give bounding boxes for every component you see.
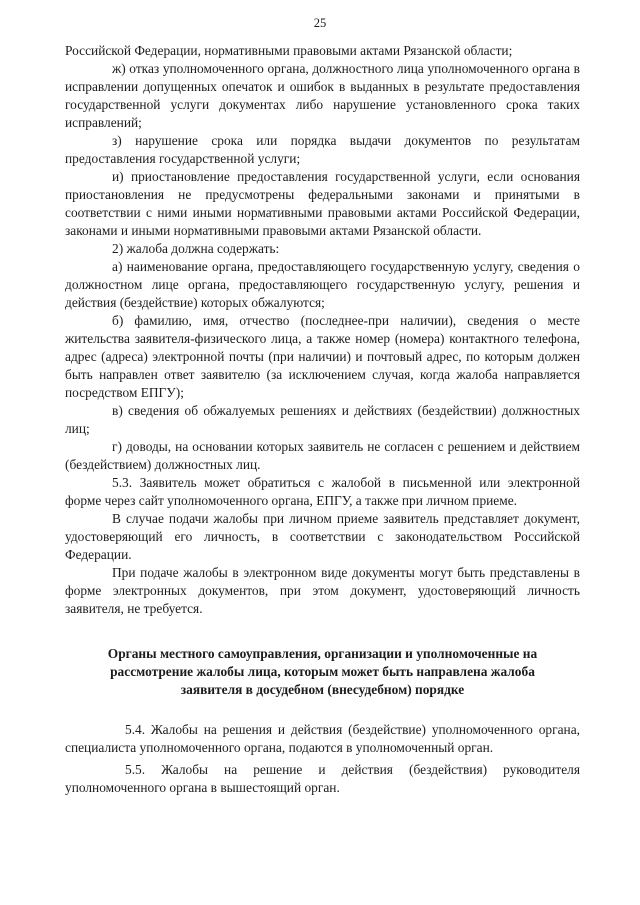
paragraph: а) наименование органа, предоставляющего государственную услугу, сведения о должностном лице органа, предоставляющего государственную услугу, решения и действия (бездействие) которых обжалуются;: [65, 259, 580, 310]
paragraph: г) доводы, на основании которых заявитель не согласен с решением и действием (бездействием) должностных лиц.: [65, 439, 580, 472]
paragraph: При подаче жалобы в электронном виде документы могут быть представлены в форме электронных документов, при этом документ, удостоверяющий личность заявителя, не требуется.: [65, 565, 580, 616]
paragraph: 2) жалоба должна содержать:: [112, 241, 280, 256]
paragraph: Российской Федерации, нормативными правовыми актами Рязанской области;: [65, 43, 513, 58]
section-heading: Органы местного самоуправления, организации и уполномоченные на рассмотрение жалобы лица, которым может быть направлена жалоба заявителя в досудебном (внесудебном) порядке: [107, 646, 538, 697]
paragraph: 5.4. Жалобы на решения и действия (бездействие) уполномоченного органа, специалиста уполномоченного органа, подаются в уполномоченный орган.: [65, 722, 580, 755]
paragraph: в) сведения об обжалуемых решениях и действиях (бездействии) должностных лиц;: [65, 403, 580, 436]
paragraph: б) фамилию, имя, отчество (последнее-при наличии), сведения о месте жительства заявителя-физического лица, а также номер (номера) контактного телефона, адрес (адреса) электронной почты (при наличии) и почтовый адрес, по которым должен быть направлен ответ заявителю (за исключением случая, когда жалоба направляется посредством ЕПГУ);: [65, 313, 580, 400]
paragraph: з) нарушение срока или порядка выдачи документов по результатам предоставления государственной услуги;: [65, 133, 580, 166]
paragraph: ж) отказ уполномоченного органа, должностного лица уполномоченного органа в исправлении допущенных опечаток и ошибок в выданных в результате предоставления государственной услуги документах либо нарушение установленного срока таких исправлений;: [65, 61, 580, 130]
page-number: 25: [313, 16, 327, 30]
paragraph: 5.3. Заявитель может обратиться с жалобой в письменной или электронной форме через сайт уполномоченного органа, ЕПГУ, а также при личном приеме.: [65, 475, 580, 508]
paragraph: 5.5. Жалобы на решение и действия (бездействия) руководителя уполномоченного органа в вышестоящий орган.: [65, 762, 580, 795]
paragraph: и) приостановление предоставления государственной услуги, если основания приостановления не предусмотрены федеральными законами и принятыми в соответствии с ними иными нормативными правовыми актами Российской Федерации, законами и иными нормативными правовыми актами Рязанской области.: [65, 169, 580, 238]
paragraph: В случае подачи жалобы при личном приеме заявитель представляет документ, удостоверяющий его личность, в соответствии с законодательством Российской Федерации.: [65, 511, 580, 562]
document-body: [65, 42, 580, 797]
